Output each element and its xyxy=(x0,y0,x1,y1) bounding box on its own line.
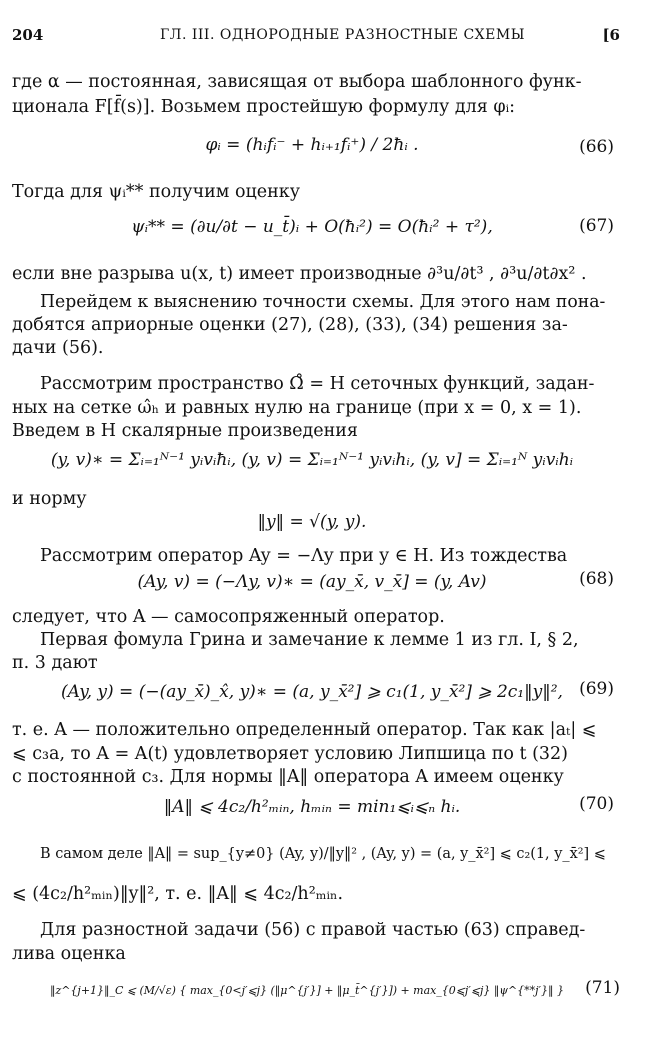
text-line: Первая фомула Грина и замечание к лемме 1 из гл. I, § 2, xyxy=(40,630,579,650)
equation-67 xyxy=(12,214,612,240)
equation-number: (71) xyxy=(585,978,620,998)
equation-70 xyxy=(12,794,612,820)
text-line: Перейдем к выяснению точности схемы. Для этого нам пона- xyxy=(40,292,606,312)
text-line: где α — постоянная, зависящая от выбора шаблонного функ- xyxy=(12,72,582,92)
running-header xyxy=(12,26,620,48)
running-title: ГЛ. III. ОДНОРОДНЫЕ РАЗНОСТНЫЕ СХЕМЫ xyxy=(160,27,525,43)
equation-body: (Ay, v) = (−Λy, v)∗ = (ay_x̄, v_x̄] = (y, Av) xyxy=(137,572,487,592)
equation-body: φᵢ = (hᵢfᵢ⁻ + hᵢ₊₁fᵢ⁺) / 2ħᵢ . xyxy=(205,135,419,155)
text-line: ⩽ c₃a, то A = A(t) удовлетворяет условию Липшица по t (32) xyxy=(12,744,569,764)
section-number: [6 xyxy=(602,26,620,44)
page-number: 204 xyxy=(12,26,44,44)
text-line: и норму xyxy=(12,489,87,509)
equation-body: ‖z^{j+1}‖_C ⩽ (M/√ε) { max_{0<j′⩽j} (‖μ^{j′}] + ‖μ_t̄^{j′}]) + max_{0⩽j′⩽j} ‖ψ^{**j′}‖ } xyxy=(50,984,564,997)
text-line: Тогда для ψᵢ** получим оценку xyxy=(12,182,301,202)
text-line: ционала F[f̄(s)]. Возьмем простейшую формулу для φᵢ: xyxy=(12,97,516,117)
equation-norm xyxy=(12,509,612,535)
equation-71 xyxy=(50,978,570,1004)
equation-body: ψᵢ** = (∂u/∂t − u_t̄)ᵢ + O(ħᵢ²) = O(ħᵢ² + τ²), xyxy=(131,217,493,237)
equation-68 xyxy=(12,569,612,595)
text-line: если вне разрыва u(x, t) имеет производные ∂³u/∂t³ , ∂³u/∂t∂x² . xyxy=(12,264,587,284)
equation-body: ‖A‖ ⩽ 4c₂/h²ₘᵢₙ, hₘᵢₙ = min₁⩽ᵢ⩽ₙ hᵢ. xyxy=(163,797,461,817)
text-line: с постоянной c₃. Для нормы ‖A‖ оператора A имеем оценку xyxy=(12,767,564,787)
text-line: дачи (56). xyxy=(12,338,104,358)
equation-number: (70) xyxy=(579,794,614,814)
text-line: п. 3 дают xyxy=(12,653,98,673)
text-line: Рассмотрим оператор Ay = −Λy при y ∈ H. Из тождества xyxy=(40,546,568,566)
text-line: Введем в H скалярные произведения xyxy=(12,421,358,441)
equation-scalar-products xyxy=(12,447,612,473)
equation-number: (67) xyxy=(579,216,614,236)
equation-body: ‖y‖ = √(y, y). xyxy=(257,512,367,532)
text-line: добятся априорные оценки (27), (28), (33), (34) решения за- xyxy=(12,315,568,335)
equation-number: (69) xyxy=(579,679,614,699)
text-line: Для разностной задачи (56) с правой частью (63) справед- xyxy=(40,920,586,940)
text-line: следует, что A — самосопряженный оператор. xyxy=(12,607,445,627)
text-line: лива оценка xyxy=(12,944,126,964)
equation-66 xyxy=(12,132,612,158)
text-line: В самом деле ‖A‖ = sup_{y≠0} (Ay, y)/‖y‖² , (Ay, y) = (a, y_x̄²] ⩽ c₂(1, y_x̄²] ⩽ xyxy=(40,846,606,862)
equation-69 xyxy=(12,679,612,705)
equation-body: (Ay, y) = (−(ay_x̄)_x̂, y)∗ = (a, y_x̄²] ⩾ c₁(1, y_x̄²] ⩾ 2c₁‖y‖², xyxy=(61,682,563,702)
text-line: т. е. A — положительно определенный оператор. Так как |aₜ| ⩽ xyxy=(12,720,597,740)
text-line: ⩽ (4c₂/h²ₘᵢₙ)‖y‖², т. е. ‖A‖ ⩽ 4c₂/h²ₘᵢₙ. xyxy=(12,884,344,904)
text-line: ных на сетке ω̂ₕ и равных нулю на границе (при x = 0, x = 1). xyxy=(12,398,582,418)
equation-number: (66) xyxy=(579,137,614,157)
equation-body: (y, v)∗ = Σᵢ₌₁ᴺ⁻¹ yᵢvᵢħᵢ, (y, v) = Σᵢ₌₁ᴺ⁻¹ yᵢvᵢhᵢ, (y, v] = Σᵢ₌₁ᴺ yᵢvᵢhᵢ xyxy=(50,450,574,470)
equation-number: (68) xyxy=(579,569,614,589)
text-line: Рассмотрим пространство Ω̊ = H сеточных функций, задан- xyxy=(40,374,595,394)
